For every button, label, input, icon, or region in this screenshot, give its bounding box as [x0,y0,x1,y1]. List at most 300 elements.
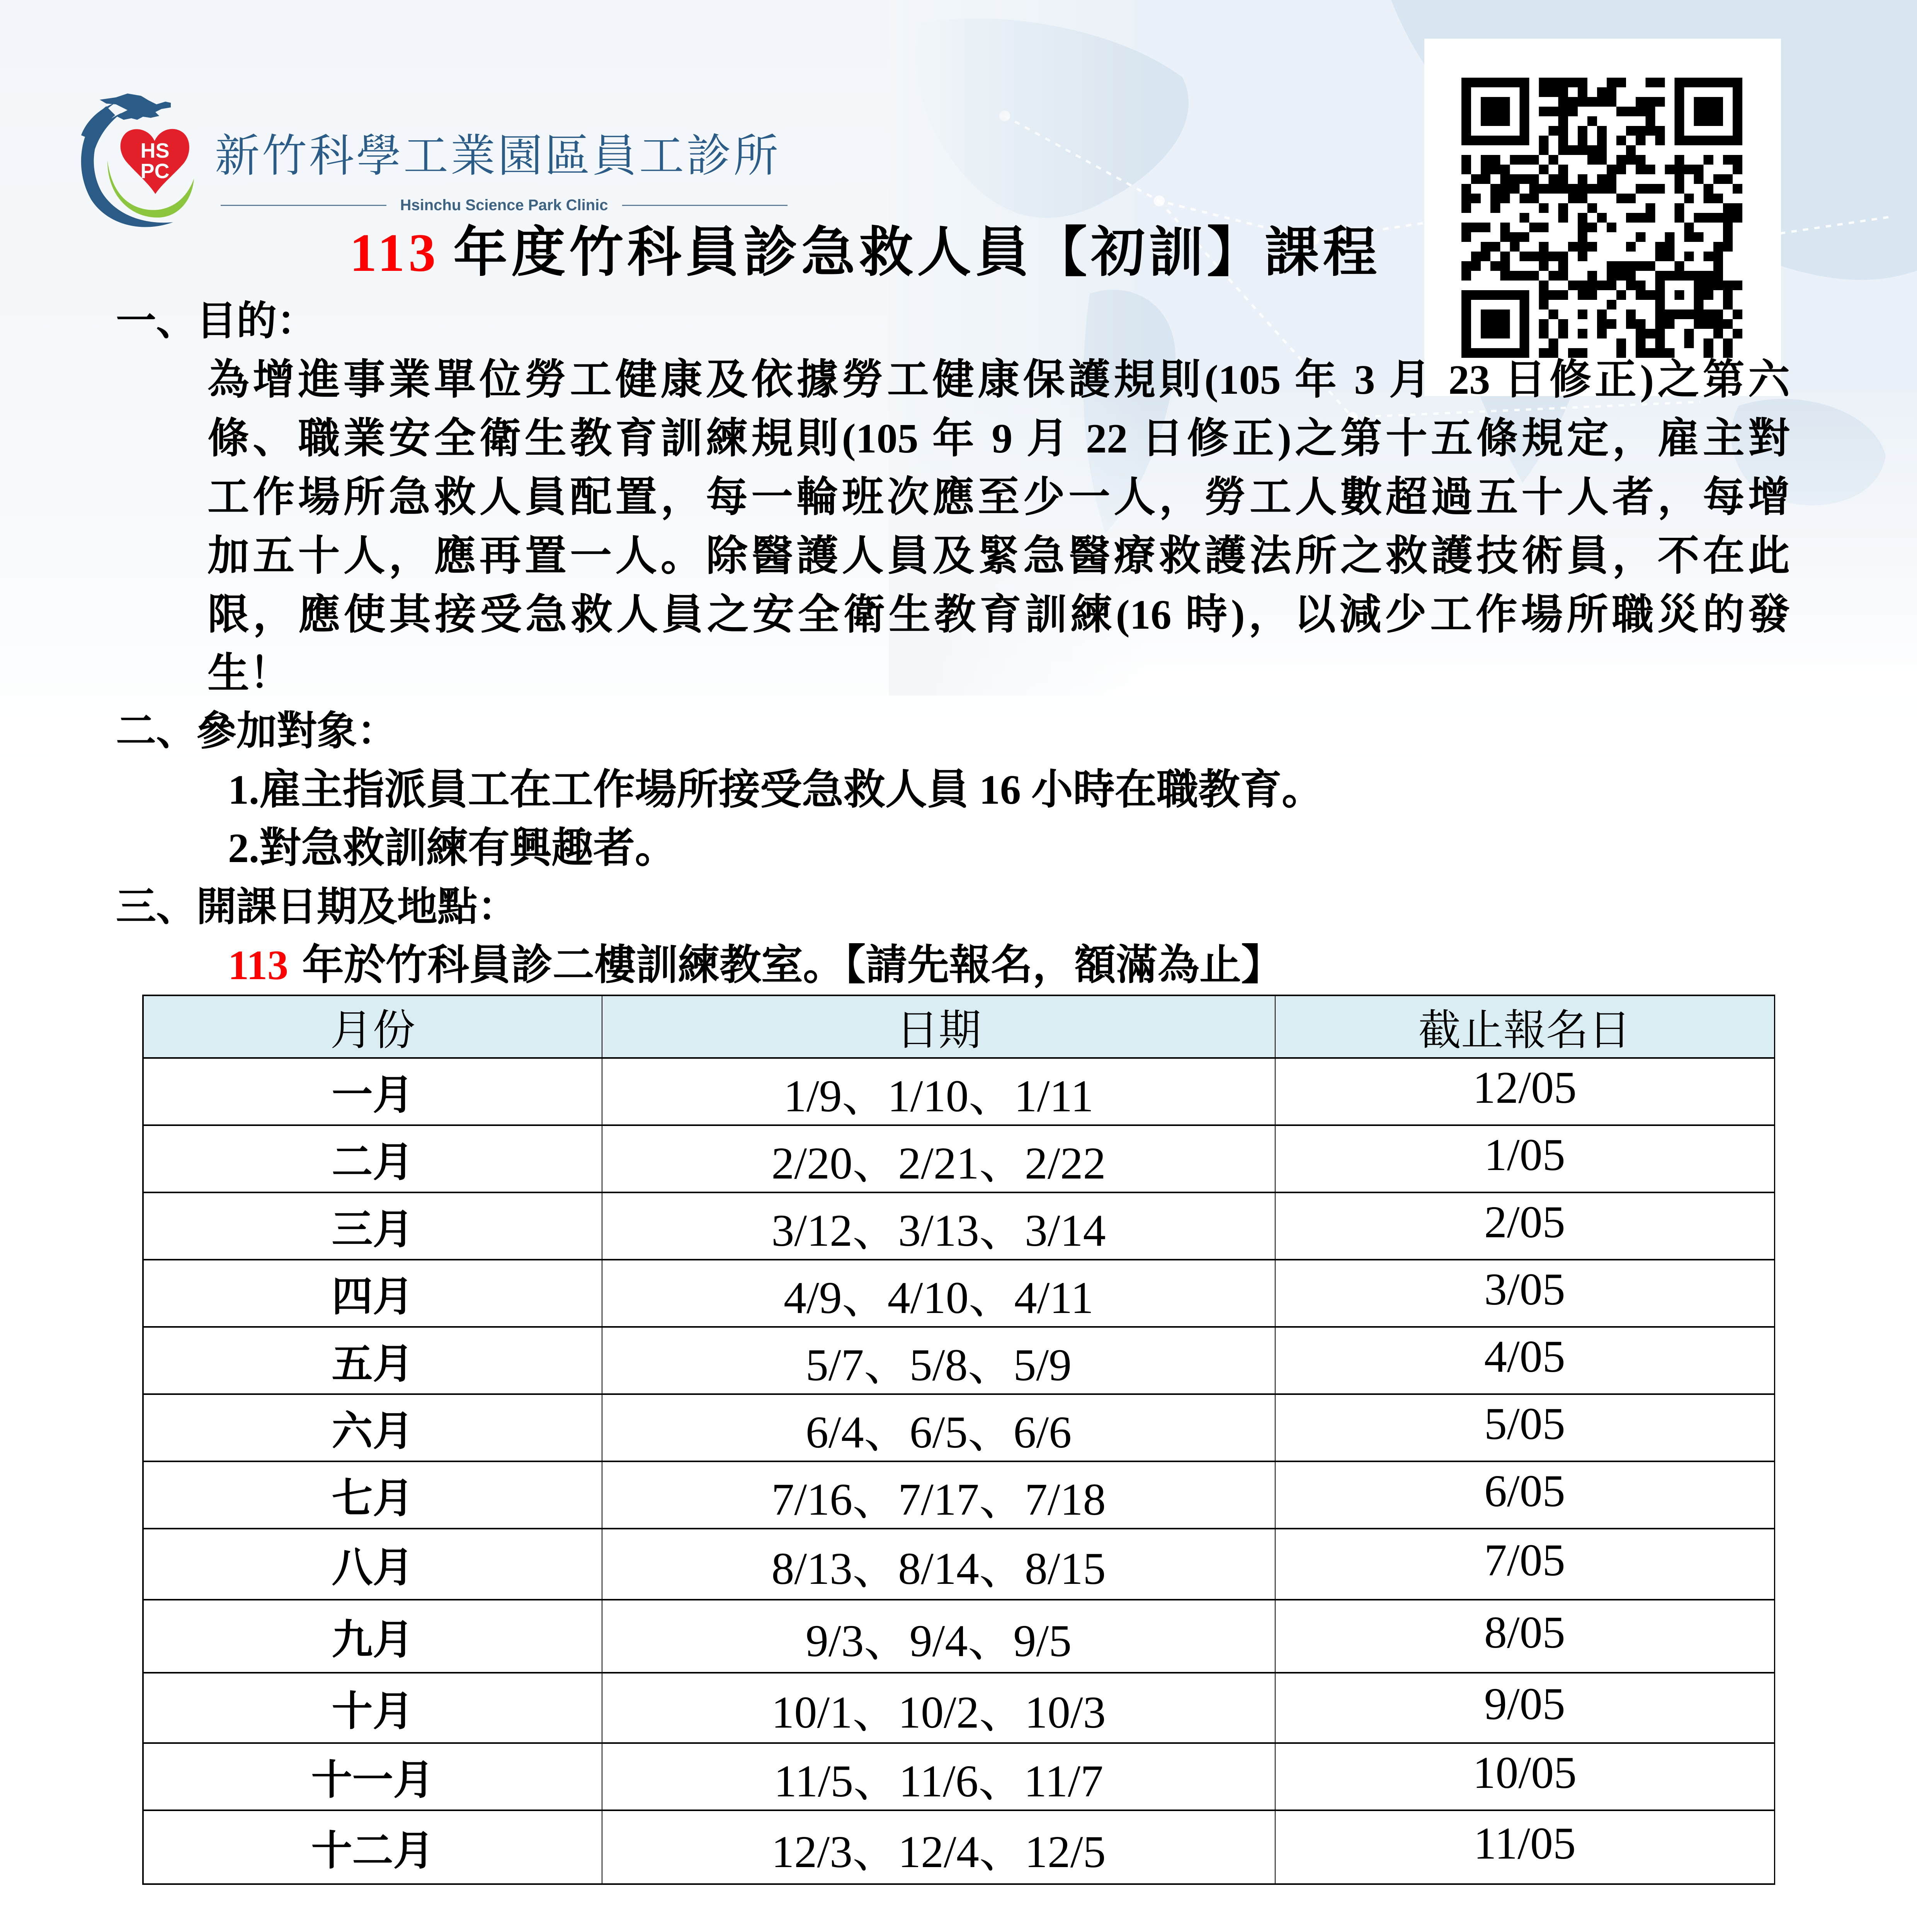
qr-module [1481,97,1490,107]
qr-module [1704,194,1713,203]
title-text: 年度竹科員診急救人員【初訓】課程 [453,223,1381,283]
qr-module [1461,87,1471,97]
purpose-text-line: 為增進事業單位勞工健康及依據勞工健康保護規則(105 年 3 月 23 日修正)之第六 [208,357,1790,403]
qr-module [1539,261,1549,271]
qr-module [1471,223,1481,232]
qr-module [1616,194,1626,203]
qr-module [1607,97,1616,107]
qr-module [1539,281,1549,290]
qr-module [1616,261,1626,271]
qr-module [1675,116,1684,126]
qr-module [1704,184,1713,194]
qr-module [1461,184,1471,194]
qr-module [1675,213,1684,223]
qr-module [1626,310,1636,319]
qr-module [1665,252,1674,261]
qr-module [1636,155,1645,165]
logo-mark-top: HS [140,139,170,162]
section-heading-participants: 二、參加對象： [116,709,398,753]
qr-module [1461,310,1471,319]
qr-module [1510,174,1519,184]
qr-module [1694,97,1704,107]
qr-module [1626,261,1636,271]
table-row [143,1461,1774,1529]
qr-module [1675,78,1684,87]
qr-module [1694,107,1704,116]
qr-module [1675,290,1684,300]
deadline-cell [1275,1810,1774,1884]
qr-module [1500,319,1510,329]
purpose-text-line: 條、職業安全衛生教育訓練規則(105 年 9 月 22 日修正)之第十五條規定，雇主對 [208,416,1790,462]
qr-module [1461,223,1471,232]
location-year: 113 [228,942,289,988]
header-deadline: 截止報名日 [1275,995,1774,1058]
qr-module [1558,203,1568,213]
qr-module [1500,107,1510,116]
qr-module [1626,271,1636,281]
qr-module [1607,184,1616,194]
qr-module [1587,223,1597,232]
qr-module [1510,242,1519,252]
qr-module [1578,145,1587,155]
qr-module [1597,136,1607,145]
qr-module [1713,107,1723,116]
qr-module [1490,97,1500,107]
qr-module [1510,78,1519,87]
qr-module [1626,107,1636,116]
qr-module [1636,107,1645,116]
qr-module [1636,213,1645,223]
qr-module [1626,281,1636,290]
qr-module [1539,203,1549,213]
table-row [143,1810,1774,1884]
qr-module [1723,290,1733,300]
qr-module [1713,310,1723,319]
qr-module [1704,290,1713,300]
qr-module [1694,319,1704,329]
deadline-value: 9/05 [1484,1679,1565,1729]
qr-module [1481,155,1490,165]
qr-module [1713,261,1723,271]
qr-module [1471,194,1481,203]
qr-module [1510,271,1519,281]
deadline-cell [1275,1192,1774,1260]
qr-module [1684,252,1694,261]
qr-module [1733,203,1742,213]
table-row [143,1673,1774,1743]
qr-module [1578,329,1587,338]
qr-module [1461,261,1471,271]
divider-line [622,205,788,206]
qr-module [1461,136,1471,145]
qr-module [1713,136,1723,145]
qr-module [1636,319,1645,329]
qr-module [1500,329,1510,338]
qr-module [1626,126,1636,136]
qr-module [1529,194,1539,203]
qr-module [1500,223,1510,232]
qr-module [1704,338,1713,348]
qr-module [1539,223,1549,232]
qr-module [1675,203,1684,213]
qr-module [1713,78,1723,87]
qr-module [1723,213,1733,223]
qr-module [1500,184,1510,194]
qr-module [1490,107,1500,116]
qr-module [1568,97,1578,107]
table-header-row [143,995,1774,1058]
qr-module [1626,155,1636,165]
qr-module [1578,174,1587,184]
table-row [143,1327,1774,1394]
deadline-cell [1275,1058,1774,1125]
qr-module [1626,319,1636,329]
qr-module [1481,310,1490,319]
qr-module [1481,165,1490,174]
purpose-text-line: 加五十人，應再置一人。除醫護人員及緊急醫療救護法所之救護技術員，不在此 [208,533,1790,579]
qr-module [1675,174,1684,184]
qr-module [1490,136,1500,145]
qr-module [1597,126,1607,136]
deadline-value: 5/05 [1484,1398,1565,1449]
qr-module [1636,281,1645,290]
qr-module [1733,97,1742,107]
qr-module [1733,155,1742,165]
schedule-location [228,936,1283,995]
qr-module [1723,203,1733,213]
qr-module [1481,329,1490,338]
qr-module [1490,242,1500,252]
month-cell: 十一月 [143,1743,602,1810]
qr-module [1587,184,1597,194]
qr-module [1655,271,1665,281]
qr-module [1616,271,1626,281]
qr-module [1704,78,1713,87]
qr-module [1636,136,1645,145]
qr-module [1558,184,1568,194]
header-dates: 日期 [602,995,1275,1058]
clinic-logo-icon [70,89,209,240]
qr-module [1636,290,1645,300]
qr-module [1539,136,1549,145]
qr-module [1549,252,1558,261]
qr-module [1655,78,1665,87]
qr-module [1733,136,1742,145]
qr-module [1675,184,1684,194]
qr-module [1549,290,1558,300]
qr-module [1587,242,1597,252]
qr-module [1684,136,1694,145]
qr-module [1684,338,1694,348]
qr-module [1597,184,1607,194]
qr-module [1713,252,1723,261]
month-cell: 十月 [143,1673,602,1743]
qr-module [1529,271,1539,281]
qr-module [1675,271,1684,281]
qr-module [1723,223,1733,232]
qr-module [1558,165,1568,174]
qr-module [1490,155,1500,165]
qr-module [1539,252,1549,261]
qr-module [1645,203,1655,213]
qr-module [1578,126,1587,136]
qr-module [1529,155,1539,165]
qr-module [1490,310,1500,319]
qr-module [1723,319,1733,329]
qr-module [1549,126,1558,136]
deadline-cell [1275,1260,1774,1327]
qr-module [1675,310,1684,319]
qr-module [1539,300,1549,310]
qr-module [1461,319,1471,329]
qr-module [1481,78,1490,87]
qr-module [1684,194,1694,203]
qr-module [1665,310,1674,319]
month-cell: 七月 [143,1461,602,1529]
page-title [350,222,1381,284]
qr-module [1713,213,1723,223]
qr-module [1578,232,1587,242]
clinic-english-name-row [221,196,788,215]
participant-item: 1.雇主指派員工在工作場所接受急救人員 16 小時在職教育。 [228,767,1324,813]
qr-module [1694,310,1704,319]
qr-module [1655,136,1665,145]
qr-module [1539,145,1549,155]
qr-module [1684,165,1694,174]
qr-module [1645,290,1655,300]
dates-cell: 2/20、2/21、2/22 [602,1125,1275,1192]
purpose-text-line: 限，應使其接受急救人員之安全衛生教育訓練(16 時)，以減少工作場所職災的發 [208,592,1790,638]
qr-module [1733,116,1742,126]
qr-module [1723,281,1733,290]
qr-module [1461,116,1471,126]
qr-module [1675,155,1684,165]
qr-module [1733,310,1742,319]
qr-module [1587,97,1597,107]
deadline-value: 6/05 [1484,1466,1565,1516]
logo-mark-bottom: PC [140,160,170,183]
qr-module [1490,165,1500,174]
qr-module [1645,184,1655,194]
qr-module [1519,319,1529,329]
qr-module [1694,165,1704,174]
qr-module [1655,126,1665,136]
qr-module [1500,174,1510,184]
qr-module [1519,213,1529,223]
qr-module [1616,290,1626,300]
month-cell: 六月 [143,1394,602,1461]
qr-module [1636,261,1645,271]
qr-module [1568,78,1578,87]
qr-module [1539,319,1549,329]
qr-module [1675,136,1684,145]
qr-module [1704,136,1713,145]
qr-module [1694,290,1704,300]
qr-module [1597,155,1607,165]
qr-module [1733,107,1742,116]
qr-module [1655,97,1665,107]
qr-module [1665,232,1674,242]
qr-module [1597,174,1607,184]
qr-module [1578,252,1587,261]
section-heading-purpose: 一、目的： [116,299,317,344]
qr-module [1704,155,1713,165]
table-row [143,1260,1774,1327]
qr-module [1636,126,1645,136]
qr-module [1519,136,1529,145]
qr-module [1519,116,1529,126]
qr-module [1539,107,1549,116]
qr-module [1626,194,1636,203]
qr-module [1616,136,1626,145]
qr-module [1558,87,1568,97]
qr-module [1713,97,1723,107]
qr-module [1733,87,1742,97]
qr-module [1694,213,1704,223]
qr-module [1684,329,1694,338]
qr-module [1500,165,1510,174]
qr-module [1558,174,1568,184]
qr-module [1645,329,1655,338]
qr-module [1704,107,1713,116]
qr-module [1519,78,1529,87]
qr-module [1607,300,1616,310]
title-year: 113 [350,223,440,283]
qr-module [1471,261,1481,271]
qr-module [1529,174,1539,184]
qr-module [1578,184,1587,194]
qr-module [1519,271,1529,281]
qr-module [1713,242,1723,252]
deadline-cell [1275,1125,1774,1192]
qr-module [1461,271,1471,281]
deadline-value: 8/05 [1484,1607,1565,1658]
qr-module [1655,310,1665,319]
dates-cell: 5/7、5/8、5/9 [602,1327,1275,1394]
dates-cell: 10/1、10/2、10/3 [602,1673,1275,1743]
qr-module [1733,329,1742,338]
qr-module [1713,329,1723,338]
qr-module [1587,155,1597,165]
qr-module [1713,116,1723,126]
qr-module [1684,223,1694,232]
qr-module [1616,155,1626,165]
dates-cell: 1/9、1/10、1/11 [602,1058,1275,1125]
table-row [143,1058,1774,1125]
deadline-value: 2/05 [1484,1197,1565,1247]
qr-module [1587,290,1597,300]
qr-module [1490,194,1500,203]
header-month: 月份 [143,995,602,1058]
qr-module [1597,97,1607,107]
qr-module [1713,271,1723,281]
qr-module [1665,165,1674,174]
table-row [143,1125,1774,1192]
qr-module [1519,310,1529,319]
deadline-cell [1275,1673,1774,1743]
deadline-value: 3/05 [1484,1264,1565,1315]
qr-module [1510,290,1519,300]
qr-module [1500,232,1510,242]
qr-module [1578,194,1587,203]
qr-module [1500,271,1510,281]
deadline-value: 4/05 [1484,1331,1565,1382]
qr-module [1549,338,1558,348]
qr-module [1568,194,1578,203]
qr-module [1704,271,1713,281]
qr-module [1549,155,1558,165]
qr-module [1626,213,1636,223]
qr-module [1636,338,1645,348]
qr-module [1607,319,1616,329]
qr-module [1607,281,1616,290]
qr-module [1597,310,1607,319]
qr-module [1616,165,1626,174]
month-cell: 一月 [143,1058,602,1125]
qr-module [1723,155,1733,165]
qr-module [1684,310,1694,319]
qr-module [1626,242,1636,252]
qr-module [1578,87,1587,97]
qr-module [1481,136,1490,145]
qr-module [1713,319,1723,329]
qr-module [1471,290,1481,300]
qr-module [1461,165,1471,174]
qr-module [1723,174,1733,184]
qr-module [1568,184,1578,194]
qr-module [1694,271,1704,281]
qr-module [1597,319,1607,329]
qr-module [1490,319,1500,329]
qr-module [1519,329,1529,338]
clinic-english-name: Hsinchu Science Park Clinic [400,197,608,214]
participant-item: 2.對急救訓練有興趣者。 [228,825,677,871]
qr-module [1500,310,1510,319]
qr-module [1519,87,1529,97]
qr-module [1539,242,1549,252]
qr-module [1694,281,1704,290]
dates-cell: 11/5、11/6、11/7 [602,1743,1275,1810]
qr-module [1481,174,1490,184]
qr-module [1645,107,1655,116]
qr-module [1558,97,1568,107]
qr-module [1607,223,1616,232]
qr-module [1471,78,1481,87]
qr-module [1558,126,1568,136]
qr-module [1549,271,1558,281]
qr-module [1578,290,1587,300]
qr-module [1607,87,1616,97]
qr-module [1704,97,1713,107]
qr-module [1568,281,1578,290]
qr-module [1461,107,1471,116]
deadline-value: 7/05 [1484,1535,1565,1585]
qr-module [1461,155,1471,165]
qr-module [1723,78,1733,87]
qr-module [1558,78,1568,87]
qr-module [1529,184,1539,194]
qr-module [1597,87,1607,97]
qr-module [1529,252,1539,261]
month-cell: 五月 [143,1327,602,1394]
qr-module [1568,145,1578,155]
qr-module [1597,145,1607,155]
qr-module [1694,78,1704,87]
deadline-value: 1/05 [1484,1129,1565,1180]
qr-module [1481,252,1490,261]
deadline-value: 12/05 [1473,1062,1577,1113]
qr-module [1636,329,1645,338]
